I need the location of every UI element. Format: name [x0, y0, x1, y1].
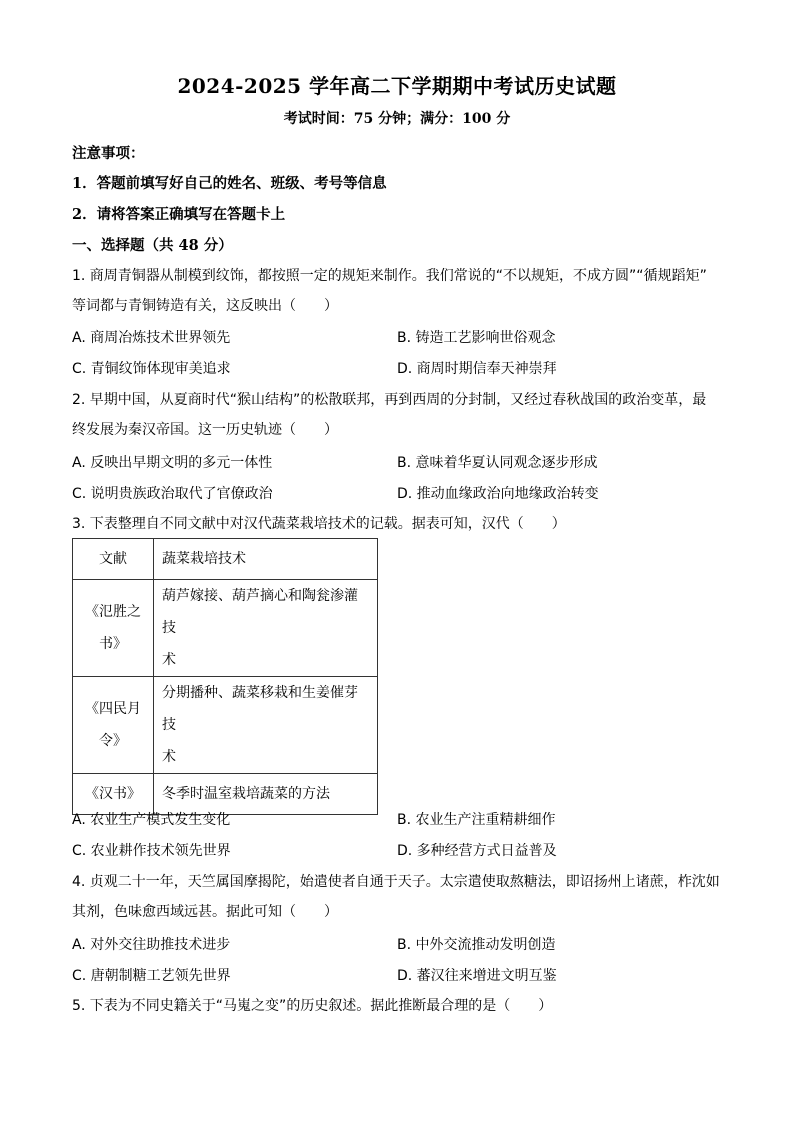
question-2-option-a: A. 反映出早期文明的多元一体性 — [72, 455, 273, 471]
table-header-row — [73, 539, 378, 580]
question-4-option-a: A. 对外交往助推技术进步 — [72, 937, 231, 953]
question-4-line-1: 4. 贞观二十一年，天竺属国摩揭陀，始遣使者自通于天子。太宗遣使取熬糖法，即诏扬州上诸蔗，柞沈如 — [72, 874, 720, 890]
tech-line: 葫芦嫁接、葫芦摘心和陶瓮渗灌技 — [162, 588, 358, 636]
question-2-option-d: D. 推动血缘政治向地缘政治转变 — [397, 486, 599, 502]
note-item-1: 1．答题前填写好自己的姓名、班级、考号等信息 — [72, 175, 387, 192]
cultivation-table — [72, 538, 378, 815]
table-cell-source — [73, 580, 154, 677]
question-4-option-c: C. 唐朝制糖工艺领先世界 — [72, 968, 231, 984]
exam-title: 2024-2025 学年高二下学期期中考试历史试题 — [177, 74, 617, 98]
question-1-line-2: 等词都与青铜铸造有关，这反映出（ ） — [72, 298, 338, 314]
table-cell-tech — [154, 580, 378, 677]
tech-line: 冬季时温室栽培蔬菜的方法 — [162, 786, 330, 802]
question-5-line-1: 5. 下表为不同史籍关于“马嵬之变”的历史叙述。据此推断最合理的是（ ） — [72, 998, 553, 1014]
notes-heading: 注意事项： — [72, 145, 145, 162]
question-4-option-d: D. 蕃汉往来增进文明互鉴 — [397, 968, 557, 984]
question-3-option-d: D. 多种经营方式日益普及 — [397, 843, 557, 859]
question-4-option-b: B. 中外交流推动发明创造 — [397, 937, 556, 953]
question-3-line-1: 3. 下表整理自不同文献中对汉代蔬菜栽培技术的记载。据表可知，汉代（ ） — [72, 516, 566, 532]
question-2-line-1: 2. 早期中国，从夏商时代“猴山结构”的松散联邦，再到西周的分封制，又经过春秋战国的政治变革，最 — [72, 392, 707, 408]
question-2-option-c: C. 说明贵族政治取代了官僚政治 — [72, 486, 273, 502]
table-cell-source — [73, 677, 154, 774]
table-row — [73, 677, 378, 774]
source-line: 《四民月 — [85, 701, 141, 717]
question-1-line-1: 1. 商周青铜器从制模到纹饰，都按照一定的规矩来制作。我们常说的“不以规矩，不成方圆”“循规蹈矩” — [72, 268, 707, 284]
source-line: 令》 — [99, 733, 127, 749]
question-3-option-b: B. 农业生产注重精耕细作 — [397, 812, 556, 828]
section-heading: 一、选择题（共 48 分） — [72, 237, 233, 254]
question-1-option-a: A. 商周冶炼技术世界领先 — [72, 330, 231, 346]
exam-subtitle: 考试时间：75 分钟；满分：100 分 — [283, 111, 511, 127]
source-line: 《氾胜之 — [85, 604, 141, 620]
note-item-2: 2．请将答案正确填写在答题卡上 — [72, 206, 286, 223]
source-line: 书》 — [99, 636, 127, 652]
question-3-option-c: C. 农业耕作技术领先世界 — [72, 843, 231, 859]
question-1-option-c: C. 青铜纹饰体现审美追求 — [72, 361, 231, 377]
question-2-line-2: 终发展为秦汉帝国。这一历史轨迹（ ） — [72, 422, 338, 438]
table-row — [73, 580, 378, 677]
question-1-option-d: D. 商周时期信奉天神崇拜 — [397, 361, 557, 377]
question-2-option-b: B. 意味着华夏认同观念逐步形成 — [397, 455, 598, 471]
table-header-source: 文献 — [73, 539, 154, 580]
table-header-tech: 蔬菜栽培技术 — [154, 539, 378, 580]
tech-line: 分期播种、蔬菜移栽和生姜催芽技 — [162, 685, 358, 733]
tech-line: 术 — [162, 749, 176, 765]
tech-line: 术 — [162, 652, 176, 668]
source-line: 《汉书》 — [85, 786, 141, 802]
question-1-option-b: B. 铸造工艺影响世俗观念 — [397, 330, 556, 346]
table-cell-tech — [154, 677, 378, 774]
question-3-option-a: A. 农业生产模式发生变化 — [72, 812, 231, 828]
question-4-line-2: 其剂，色味愈西域远甚。据此可知（ ） — [72, 904, 338, 920]
